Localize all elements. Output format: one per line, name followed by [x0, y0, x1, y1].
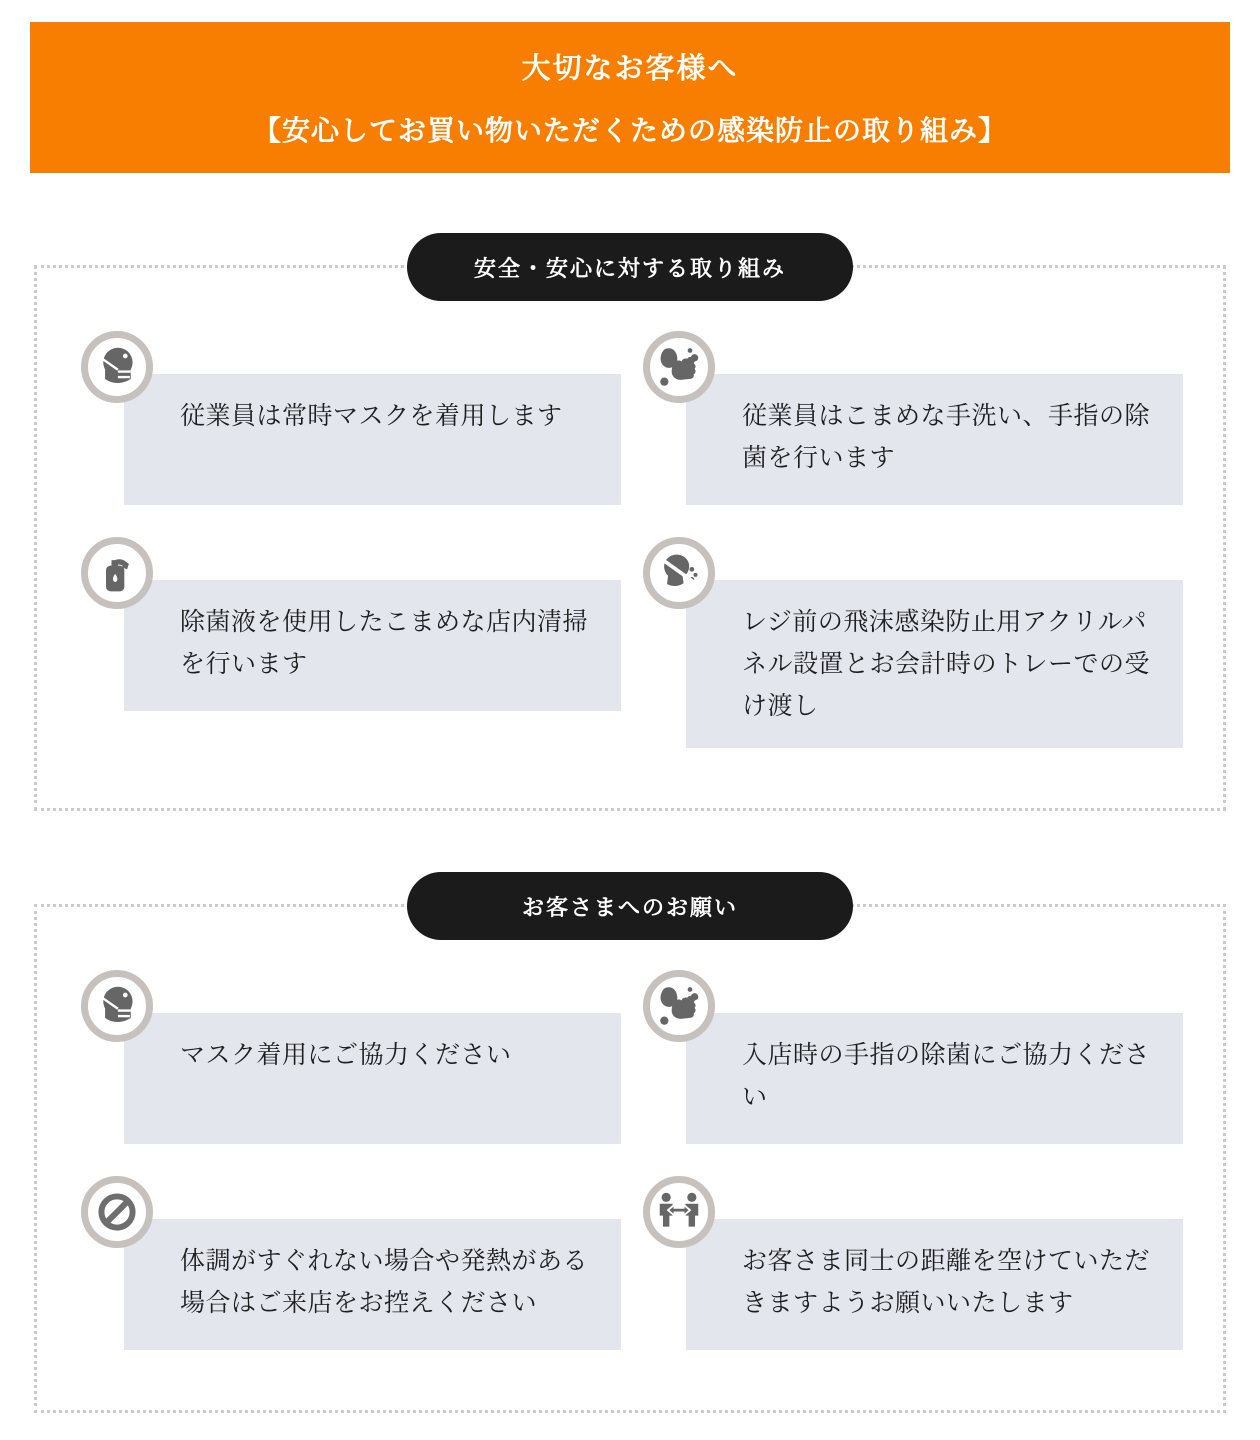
card-text: 除菌液を使用したこまめな店内清掃を行います	[124, 580, 621, 711]
droplet-guard-icon	[657, 551, 701, 595]
safety-measures-section	[34, 255, 1226, 811]
card-text: 従業員はこまめな手洗い、手指の除菌を行います	[686, 374, 1183, 505]
hand-washing-icon	[657, 345, 701, 389]
card-acrylic-panel	[686, 580, 1183, 748]
card-stay-home	[124, 1219, 621, 1350]
icon-badge	[81, 970, 153, 1042]
icon-badge	[643, 537, 715, 609]
icon-badge	[643, 970, 715, 1042]
hand-washing-icon	[657, 984, 701, 1028]
banner-subtitle: 【安心してお買い物いただくための感染防止の取り組み】	[252, 115, 1007, 146]
section-title-pill: 安全・安心に対する取り組み	[407, 233, 853, 301]
safety-measures-grid	[124, 374, 1183, 748]
card-customer-sanitize	[686, 1013, 1183, 1144]
mask-face-icon	[95, 345, 139, 389]
card-text: 入店時の手指の除菌にご協力ください	[686, 1013, 1183, 1144]
icon-badge	[81, 1176, 153, 1248]
spray-bottle-icon	[95, 551, 139, 595]
customer-requests-section	[34, 894, 1226, 1413]
card-text: マスク着用にご協力ください	[124, 1013, 621, 1144]
social-distance-icon	[657, 1190, 701, 1234]
icon-badge	[643, 1176, 715, 1248]
card-customer-mask	[124, 1013, 621, 1144]
no-entry-icon	[95, 1190, 139, 1234]
section-title-pill: お客さまへのお願い	[407, 872, 853, 940]
card-text: 体調がすぐれない場合や発熱がある場合はご来店をお控えください	[124, 1219, 621, 1350]
notice-banner	[30, 22, 1230, 173]
banner-title: 大切なお客様へ	[521, 53, 739, 85]
card-social-distance	[686, 1219, 1183, 1350]
icon-badge	[81, 331, 153, 403]
card-staff-mask	[124, 374, 621, 505]
icon-badge	[81, 537, 153, 609]
card-text: レジ前の飛沫感染防止用アクリルパネル設置とお会計時のトレーでの受け渡し	[686, 580, 1183, 748]
card-text: お客さま同士の距離を空けていただきますようお願いいたします	[686, 1219, 1183, 1350]
customer-requests-grid	[124, 1013, 1183, 1350]
card-text: 従業員は常時マスクを着用します	[124, 374, 621, 505]
card-staff-handwash	[686, 374, 1183, 505]
card-store-cleaning	[124, 580, 621, 748]
mask-face-icon	[95, 984, 139, 1028]
icon-badge	[643, 331, 715, 403]
